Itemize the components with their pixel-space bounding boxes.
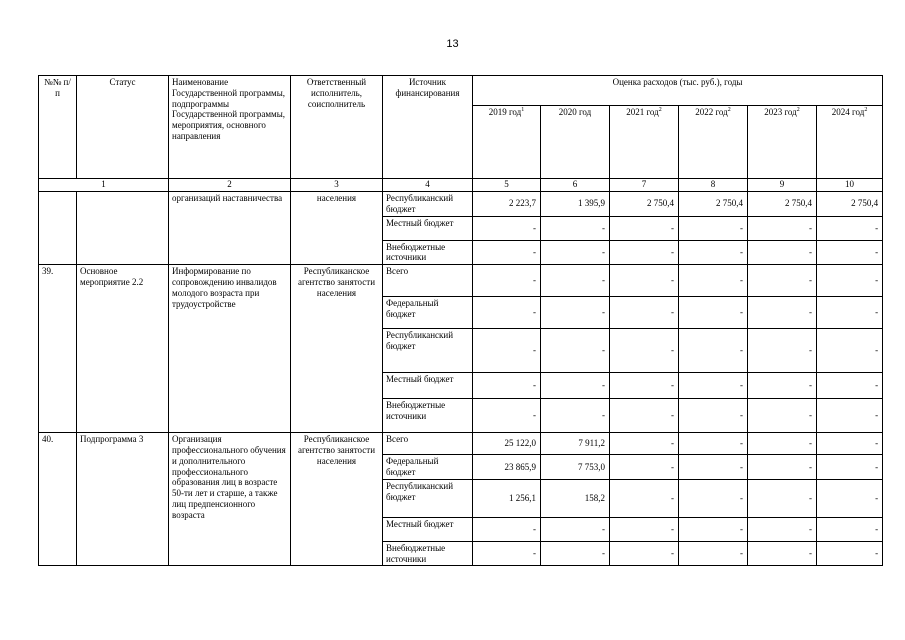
- funding-source: Внебюджетные источники: [383, 240, 473, 265]
- table-row: [39, 265, 883, 297]
- amount-cell: 7 753,0: [541, 455, 610, 480]
- funding-source: Республиканский бюджет: [383, 192, 473, 217]
- amount-cell: -: [541, 373, 610, 399]
- amount-cell: -: [748, 399, 817, 433]
- table-row: [39, 192, 883, 217]
- header-year-label: 2019 год: [488, 107, 522, 118]
- amount-cell: -: [610, 541, 679, 566]
- row-name: Организация профессионального обучения и дополнительного профессионального образования лиц в возрасте 50-ти лет и старше, а также лиц предпенсионного возраста: [169, 433, 291, 566]
- header-estimate: Оценка расходов (тыс. руб.), годы: [473, 76, 883, 106]
- amount-cell: -: [679, 433, 748, 455]
- row-status: [77, 192, 169, 265]
- amount-cell: 25 122,0: [473, 433, 541, 455]
- header-source: Источник финансирования: [383, 76, 473, 179]
- amount-cell: -: [473, 329, 541, 373]
- row-number: 40.: [39, 433, 77, 566]
- amount-cell: 158,2: [541, 479, 610, 517]
- amount-cell: -: [679, 399, 748, 433]
- amount-cell: -: [748, 479, 817, 517]
- amount-cell: -: [610, 329, 679, 373]
- amount-cell: -: [817, 216, 883, 240]
- funding-source: Местный бюджет: [383, 216, 473, 240]
- amount-cell: -: [473, 216, 541, 240]
- amount-cell: -: [473, 373, 541, 399]
- column-number: 2: [169, 179, 291, 192]
- amount-cell: -: [610, 265, 679, 297]
- header-year-label: 2022 год: [695, 107, 728, 118]
- column-number: 4: [383, 179, 473, 192]
- amount-cell: -: [748, 373, 817, 399]
- amount-cell: 1 395,9: [541, 192, 610, 217]
- row-executor: населения: [291, 192, 383, 265]
- header-year: [817, 106, 883, 179]
- row-status: Основное мероприятие 2.2: [77, 265, 169, 433]
- amount-cell: 2 223,7: [473, 192, 541, 217]
- row-name: Информирование по сопровождению инвалидов молодого возраста при трудоустройстве: [169, 265, 291, 433]
- amount-cell: -: [817, 373, 883, 399]
- page-number: 13: [446, 38, 459, 50]
- amount-cell: 23 865,9: [473, 455, 541, 480]
- row-name: организаций наставничества: [169, 192, 291, 265]
- column-number: 10: [817, 179, 883, 192]
- amount-cell: -: [473, 517, 541, 541]
- amount-cell: -: [541, 329, 610, 373]
- column-number: 9: [748, 179, 817, 192]
- amount-cell: -: [679, 297, 748, 329]
- amount-cell: -: [679, 455, 748, 480]
- amount-cell: -: [679, 265, 748, 297]
- column-number: 5: [473, 179, 541, 192]
- header-year-label: 2024 год: [831, 107, 865, 118]
- amount-cell: -: [541, 517, 610, 541]
- budget-table: [38, 75, 883, 566]
- header-year: [473, 106, 541, 179]
- amount-cell: -: [748, 455, 817, 480]
- header-year-label: 2021 год: [626, 107, 659, 118]
- amount-cell: -: [541, 297, 610, 329]
- amount-cell: -: [679, 329, 748, 373]
- amount-cell: 7 911,2: [541, 433, 610, 455]
- amount-cell: -: [610, 433, 679, 455]
- column-number: 8: [679, 179, 748, 192]
- amount-cell: -: [748, 517, 817, 541]
- footnote-marker: 2: [796, 107, 800, 114]
- amount-cell: -: [817, 297, 883, 329]
- header-year: [610, 106, 679, 179]
- amount-cell: -: [817, 329, 883, 373]
- funding-source: Местный бюджет: [383, 517, 473, 541]
- funding-source: Федеральный бюджет: [383, 297, 473, 329]
- header-year-label: 2023 год: [764, 107, 797, 118]
- amount-cell: -: [473, 399, 541, 433]
- amount-cell: -: [610, 399, 679, 433]
- amount-cell: -: [679, 541, 748, 566]
- amount-cell: -: [541, 240, 610, 265]
- amount-cell: -: [748, 329, 817, 373]
- row-executor: Республиканское агентство занятости населения: [291, 433, 383, 566]
- amount-cell: -: [748, 433, 817, 455]
- amount-cell: -: [679, 216, 748, 240]
- amount-cell: -: [473, 240, 541, 265]
- amount-cell: -: [679, 479, 748, 517]
- table-body: [39, 192, 883, 566]
- amount-cell: -: [817, 479, 883, 517]
- header-year: [679, 106, 748, 179]
- funding-source: Внебюджетные источники: [383, 399, 473, 433]
- amount-cell: 2 750,4: [610, 192, 679, 217]
- amount-cell: -: [610, 216, 679, 240]
- column-numbers-row: [39, 179, 883, 192]
- amount-cell: -: [473, 541, 541, 566]
- row-status: Подпрограмма 3: [77, 433, 169, 566]
- amount-cell: -: [679, 240, 748, 265]
- column-number: 6: [541, 179, 610, 192]
- amount-cell: -: [817, 265, 883, 297]
- amount-cell: -: [817, 541, 883, 566]
- funding-source: Внебюджетные источники: [383, 541, 473, 566]
- amount-cell: -: [817, 399, 883, 433]
- amount-cell: -: [817, 455, 883, 480]
- header-year-label: 2020 год: [558, 107, 592, 118]
- amount-cell: -: [610, 479, 679, 517]
- header-executor: Ответственный исполнитель, соисполнитель: [291, 76, 383, 179]
- amount-cell: -: [817, 433, 883, 455]
- footnote-marker: 2: [864, 107, 868, 114]
- funding-source: Всего: [383, 265, 473, 297]
- amount-cell: -: [748, 216, 817, 240]
- amount-cell: -: [541, 265, 610, 297]
- footnote-marker: 2: [727, 107, 731, 114]
- column-number: 1: [39, 179, 169, 192]
- amount-cell: 1 256,1: [473, 479, 541, 517]
- amount-cell: -: [748, 240, 817, 265]
- funding-source: Республиканский бюджет: [383, 479, 473, 517]
- row-number: [39, 192, 77, 265]
- amount-cell: -: [610, 373, 679, 399]
- amount-cell: -: [541, 541, 610, 566]
- amount-cell: -: [679, 373, 748, 399]
- amount-cell: -: [817, 240, 883, 265]
- footnote-marker: 2: [658, 107, 662, 114]
- amount-cell: -: [748, 265, 817, 297]
- amount-cell: -: [748, 297, 817, 329]
- funding-source: Республиканский бюджет: [383, 329, 473, 373]
- amount-cell: 2 750,4: [748, 192, 817, 217]
- footnote-marker: 1: [521, 107, 525, 114]
- funding-source: Федеральный бюджет: [383, 455, 473, 480]
- amount-cell: -: [541, 216, 610, 240]
- header-year: [748, 106, 817, 179]
- amount-cell: -: [541, 399, 610, 433]
- amount-cell: -: [679, 517, 748, 541]
- header-num: №№ п/п: [39, 76, 77, 179]
- funding-source: Всего: [383, 433, 473, 455]
- header-status: Статус: [77, 76, 169, 179]
- funding-source: Местный бюджет: [383, 373, 473, 399]
- amount-cell: 2 750,4: [817, 192, 883, 217]
- amount-cell: -: [610, 517, 679, 541]
- amount-cell: -: [473, 265, 541, 297]
- header-row: [39, 76, 883, 106]
- amount-cell: -: [610, 455, 679, 480]
- row-number: 39.: [39, 265, 77, 433]
- table-row: [39, 433, 883, 455]
- amount-cell: -: [748, 541, 817, 566]
- column-number: 7: [610, 179, 679, 192]
- amount-cell: 2 750,4: [679, 192, 748, 217]
- row-executor: Республиканское агентство занятости населения: [291, 265, 383, 433]
- amount-cell: -: [473, 297, 541, 329]
- amount-cell: -: [610, 240, 679, 265]
- column-number: 3: [291, 179, 383, 192]
- amount-cell: -: [610, 297, 679, 329]
- header-year: [541, 106, 610, 179]
- amount-cell: -: [817, 517, 883, 541]
- header-name: Наименование Государственной программы, подпрограммы Государственной программы, мероприятия, основного направления: [169, 76, 291, 179]
